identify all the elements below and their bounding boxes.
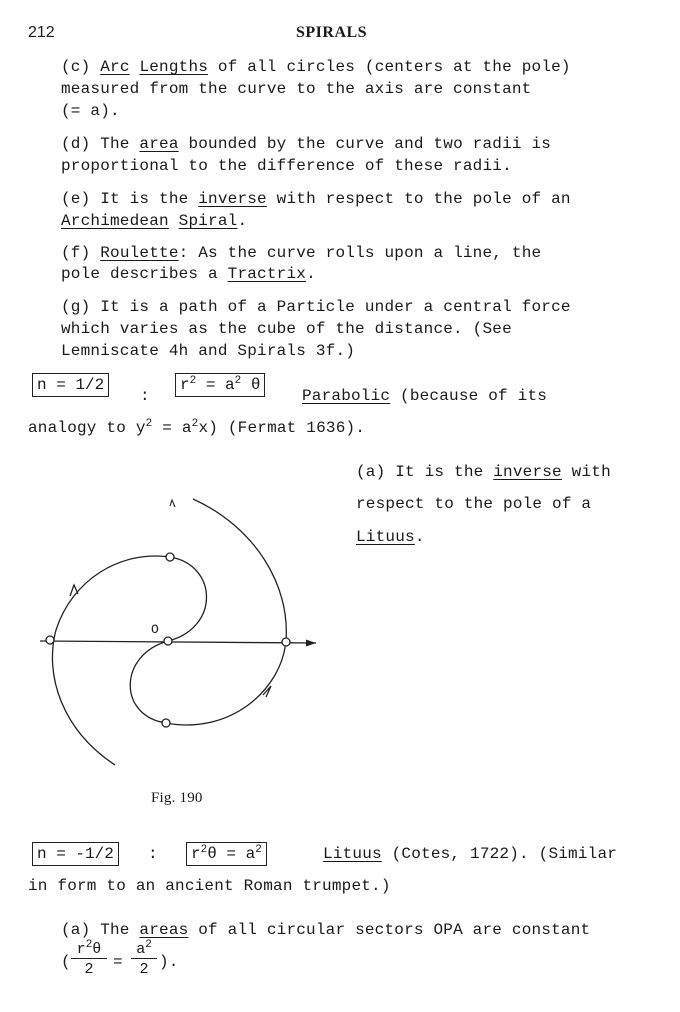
frac-equals: = — [113, 953, 123, 971]
parabolic-line-1: Parabolic (because of its — [302, 387, 548, 405]
item-e-line-2: Archimedean Spiral. — [61, 212, 248, 230]
lituus-term: Lituus — [356, 528, 415, 546]
inverse-term-2: inverse — [493, 463, 562, 481]
item-e-line-1: (e) It is the inverse with respect to the pole of an — [61, 190, 571, 208]
curve-arrow-left — [70, 585, 78, 596]
parabolic-a-line-2: respect to the pole of a — [356, 495, 592, 513]
item-d-line-2: proportional to the difference of these radii. — [61, 157, 512, 175]
page-number: 212 — [28, 24, 55, 41]
roulette-term: Roulette — [100, 244, 179, 262]
parabolic-line-2: analogy to $y^2 = a^2x$) (Fermat 1636). — [28, 418, 366, 437]
frac-close-paren: ). — [159, 953, 179, 971]
item-f-line-2: pole describes a Tractrix. — [61, 265, 316, 283]
spiral-term: Spiral — [178, 212, 238, 230]
fraction-1-numerator: $r^2\theta$ — [71, 941, 107, 959]
tractrix-term: Tractrix — [227, 265, 307, 283]
parabolic-a-line-3: Lituus. — [356, 528, 425, 546]
item-d-line-1: (d) The area bounded by the curve and two radii is — [61, 135, 552, 153]
origin-label: O — [151, 622, 160, 637]
point-bottom — [162, 719, 170, 727]
page-title: SPIRALS — [296, 24, 368, 41]
item-g-line-2: which varies as the cube of the distance. (See — [61, 320, 512, 338]
item-g-line-1: (g) It is a path of a Particle under a central force — [61, 298, 571, 316]
axis-arrowhead — [306, 640, 316, 647]
lituus-line-1: Lituus (Cotes, 1722). (Similar — [323, 845, 618, 863]
spiral-branch-lower — [130, 499, 286, 725]
item-c-line-2: measured from the curve to the axis are constant — [61, 80, 532, 98]
fraction-2-denominator: 2 — [139, 961, 149, 978]
lituus-line-2: in form to an ancient Roman trumpet.) — [28, 877, 391, 895]
lengths-term: Lengths — [139, 58, 209, 76]
polar-axis — [40, 641, 316, 643]
fraction-1-denominator: 2 — [84, 961, 94, 978]
parabolic-colon: : — [140, 387, 150, 405]
archimedean-term: Archimedean — [61, 212, 169, 230]
point-top — [166, 553, 174, 561]
area-term: area — [139, 135, 179, 153]
frac-open-paren: ( — [61, 953, 71, 971]
pole-point — [164, 637, 172, 645]
parabolic-a-line-1: (a) It is the inverse with — [356, 463, 611, 481]
areas-term: areas — [139, 921, 189, 939]
item-c-line-3: (= a). — [61, 102, 120, 120]
arc-term: Arc — [100, 58, 130, 76]
lituus-a-line-1: (a) The areas of all circular sectors OPA are constant — [61, 921, 591, 939]
fraction-2-numerator: $a^2$ — [131, 941, 157, 959]
parabolic-term: Parabolic — [302, 387, 391, 405]
point-right — [282, 638, 290, 646]
item-c-line-1: (c) Arc Lengths of all circles (centers at the pole) — [61, 58, 571, 76]
parabolic-equation-box: $r^2 = a^2$ θ — [175, 373, 265, 397]
point-left — [46, 636, 54, 644]
lituus-equation-box: $r^2\theta = a^2$ — [186, 842, 267, 866]
branch-tip-arrow — [170, 500, 175, 507]
parabolic-n-box: n = 1/2 — [32, 373, 109, 397]
fraction-r2theta-over-2 — [71, 941, 107, 981]
lituus-colon: : — [148, 845, 158, 863]
inverse-term: inverse — [198, 190, 267, 208]
lituus-term-2: Lituus — [323, 845, 382, 863]
figure-caption: Fig. 190 — [151, 790, 203, 806]
lituus-n-box: n = -1/2 — [32, 842, 119, 866]
item-f-line-1: (f) Roulette: As the curve rolls upon a line, the — [61, 244, 542, 262]
fraction-a2-over-2 — [131, 941, 157, 981]
item-g-line-3: Lemniscate 4h and Spirals 3f.) — [61, 342, 356, 360]
